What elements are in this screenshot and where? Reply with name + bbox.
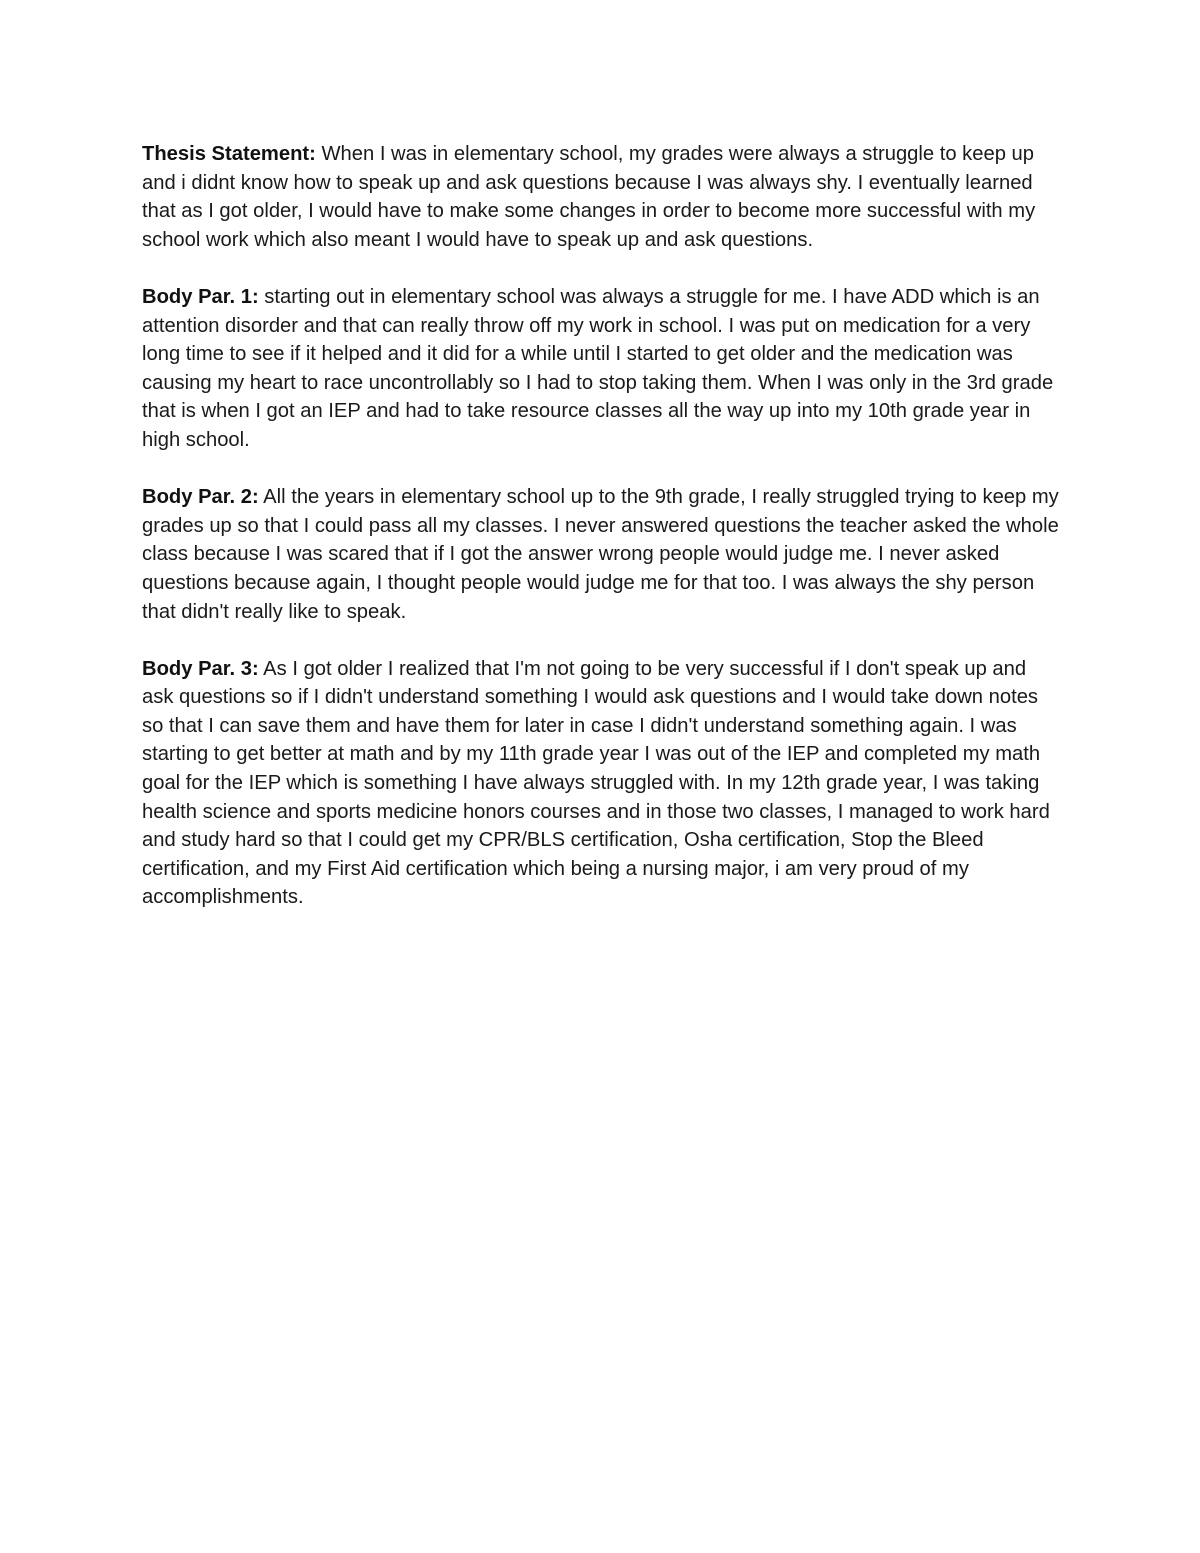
document-body bbox=[142, 140, 1060, 941]
paragraph-text: starting out in elementary school was always a struggle for me. I have ADD which is an attention disorder and that can really throw off my work in school. I was put on medication for a very long time to see if it helped and it did for a while until I started to get older and the medication was causing my heart to race uncontrollably so I had to stop taking them. When I was only in the 3rd grade that is when I got an IEP and had to take resource classes all the way up into my 10th grade year in high school. bbox=[142, 285, 1054, 451]
thesis-statement-paragraph bbox=[142, 140, 1060, 254]
body-paragraph-2 bbox=[142, 483, 1060, 626]
paragraph-label: Body Par. 3: bbox=[142, 657, 259, 680]
paragraph-label: Body Par. 1: bbox=[142, 285, 259, 308]
paragraph-text: As I got older I realized that I'm not going to be very successful if I don't speak up and ask questions so if I didn't understand something I would ask questions and I would take down notes so that I can save them and have them for later in case I didn't understand something again. I was starting to get better at math and by my 11th grade year I was out of the IEP and completed my math goal for the IEP which is something I have always struggled with. In my 12th grade year, I was taking health science and sports medicine honors courses and in those two classes, I managed to work hard and study hard so that I could get my CPR/BLS certification, Osha certification, Stop the Bleed certification, and my First Aid certification which being a nursing major, i am very proud of my accomplishments. bbox=[142, 657, 1050, 909]
paragraph-label: Thesis Statement: bbox=[142, 143, 316, 165]
body-paragraph-1 bbox=[142, 283, 1060, 455]
paragraph-text: When I was in elementary school, my grades were always a struggle to keep up and i didnt know how to speak up and ask questions because I was always shy. I eventually learned that as I got older, I would have to make some changes in order to become more successful with my school work which also meant I would have to speak up and ask questions. bbox=[142, 143, 1036, 251]
paragraph-label: Body Par. 2: bbox=[142, 486, 259, 509]
body-paragraph-3 bbox=[142, 655, 1060, 912]
paragraph-text: All the years in elementary school up to the 9th grade, I really struggled trying to keep my grades up so that I could pass all my classes. I never answered questions the teacher asked the whole class because I was scared that if I got the answer wrong people would judge me. I never asked questions because again, I thought people would judge me for that too. I was always the shy person that didn't really like to speak. bbox=[142, 486, 1059, 623]
